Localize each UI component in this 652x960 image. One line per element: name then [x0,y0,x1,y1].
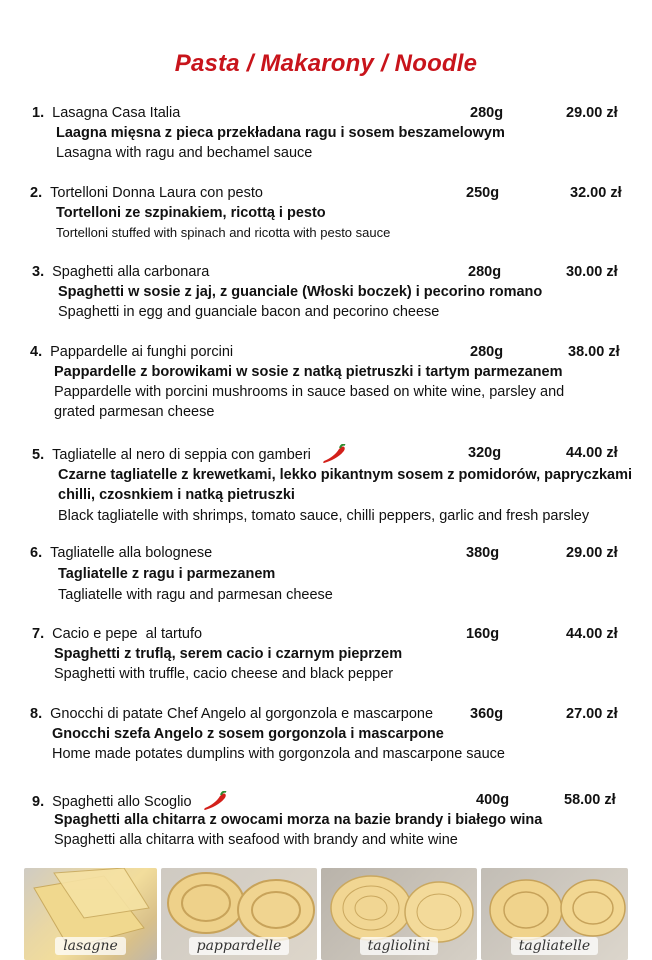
item-description-en: Home made potates dumplins with gorgonzola and mascarpone sauce [52,746,505,762]
item-weight: 280g [470,344,504,360]
photo-label: tagliatelle [511,937,598,955]
item-description-pl: Spaghetti w sosie z jaj, z guanciale (Włoski boczek) i pecorino romano [58,284,543,300]
item-number: 1. [32,105,45,121]
item-description-pl: Laagna mięsna z pieca przekładana ragu i sosem beszamelowym [56,125,505,141]
item-description-en: Tortelloni stuffed with spinach and ricotta with pesto sauce [56,225,391,240]
item-price: 38.00 zł [568,344,620,360]
item-weight: 380g [466,545,500,561]
item-name: Spaghetti allo Scoglio [52,793,192,810]
item-number: 6. [30,545,43,561]
item-description-en: Spaghetti in egg and guanciale bacon and pecorino cheese [58,304,440,320]
item-description-pl-cont: chilli, czosnkiem i natką pietruszki [58,487,295,503]
item-description-pl: Gnocchi szefa Angelo z sosem gorgonzola i mascarpone [52,726,444,742]
item-number: 5. [32,446,45,463]
item-number: 9. [32,793,45,810]
item-price: 30.00 zł [566,264,618,280]
item-weight: 250g [466,185,500,201]
item-weight: 280g [470,105,504,121]
item-name: Pappardelle ai funghi porcini [50,344,234,360]
item-description-pl: Spaghetti alla chitarra z owocami morza na bazie brandy i białego wina [54,812,543,828]
item-price: 27.00 zł [566,706,618,722]
item-name: Tortelloni Donna Laura con pesto [50,185,263,201]
item-number: 4. [30,344,43,360]
tagliatelle-photo [481,868,628,960]
photo-label: pappardelle [189,937,290,955]
item-description-en: Spaghetti alla chitarra with seafood with brandy and white wine [54,832,458,848]
item-description-pl: Spaghetti z truflą, serem cacio i czarnym pieprzem [54,646,403,662]
item-description-pl: Tortelloni ze szpinakiem, ricottą i pesto [56,205,326,221]
photo-label: lasagne [55,937,126,955]
chili-pepper-icon [202,791,228,813]
item-name: Spaghetti alla carbonara [52,264,210,280]
item-description-en: Black tagliatelle with shrimps, tomato sauce, chilli peppers, garlic and fresh parsley [58,508,590,524]
item-price: 44.00 zł [566,445,618,461]
item-weight: 160g [466,626,500,642]
item-description-en: Tagliatelle with ragu and parmesan cheese [58,587,333,603]
item-number: 3. [32,264,45,280]
item-weight: 400g [476,792,510,808]
chili-pepper-icon [321,444,347,466]
item-weight: 320g [468,445,502,461]
item-price: 29.00 zł [566,105,618,121]
item-description-en: Pappardelle with porcini mushrooms in sauce based on white wine, parsley and [54,384,565,400]
item-number: 7. [32,626,45,642]
pappardelle-photo [161,868,317,960]
item-description-pl: Tagliatelle z ragu i parmezanem [58,566,276,582]
item-description-pl: Pappardelle z borowikami w sosie z natką pietruszki i tartym parmezanem [54,364,563,380]
item-description-en: Spaghetti with truffle, cacio cheese and black pepper [54,666,394,682]
item-price: 32.00 zł [570,185,622,201]
item-name: Cacio e pepe al tartufo [52,626,203,642]
item-price: 44.00 zł [566,626,618,642]
pasta-photo-strip [24,868,628,960]
item-description-pl: Czarne tagliatelle z krewetkami, lekko pikantnym sosem z pomidorów, papryczkami [58,467,633,483]
item-number: 2. [30,185,43,201]
photo-label: tagliolini [360,937,439,955]
item-name: Gnocchi di patate Chef Angelo al gorgonzola e mascarpone [50,706,434,722]
item-name: Lasagna Casa Italia [52,105,181,121]
item-price: 58.00 zł [564,792,616,808]
item-description-en-cont: grated parmesan cheese [54,404,215,420]
item-number: 8. [30,706,43,722]
lasagne-photo [24,868,157,960]
item-price: 29.00 zł [566,545,618,561]
item-name: Tagliatelle alla bolognese [50,545,213,561]
item-weight: 280g [468,264,502,280]
tagliolini-photo [321,868,477,960]
menu-title: Pasta / Makarony / Noodle [174,50,478,77]
item-name: Tagliatelle al nero di seppia con gamberi [52,446,311,463]
item-weight: 360g [470,706,504,722]
item-description-en: Lasagna with ragu and bechamel sauce [56,145,313,161]
